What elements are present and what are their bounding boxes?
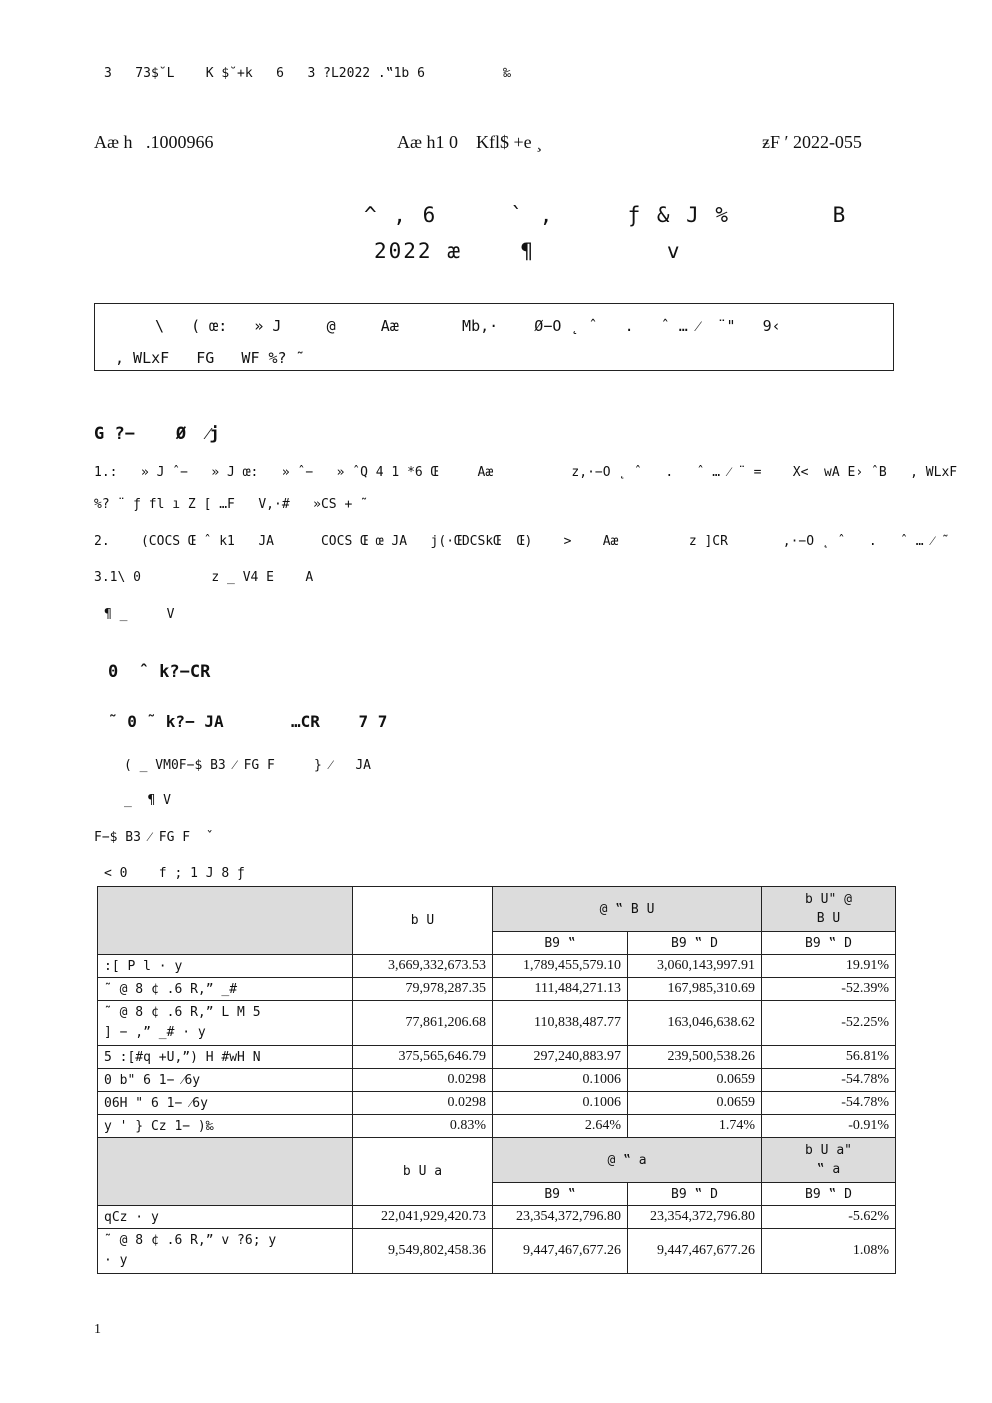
section-1-paragraph-3: 3.1\ 0 z _ V4 E A <box>94 570 314 585</box>
row-value-after: 0.0659 <box>628 1092 762 1115</box>
row-value-after: 239,500,538.26 <box>628 1046 762 1069</box>
table-header-prior-group-2: @ ‟ a <box>493 1138 762 1183</box>
row-value-after: 167,985,310.69 <box>628 978 762 1001</box>
document-title: ^ , 6 ` , ƒ & J % B <box>364 203 848 227</box>
table-row <box>98 1069 896 1092</box>
table-header-row-1 <box>98 887 896 932</box>
row-value-change: -5.62% <box>762 1206 896 1229</box>
row-value-current: 3,669,332,673.53 <box>353 955 493 978</box>
row-label-line-1: ˜ @ 8 ¢ .6 R,” L M 5 <box>104 1005 261 1020</box>
row-value-change: -52.39% <box>762 978 896 1001</box>
table-header-row-3 <box>98 1138 896 1183</box>
notice-box <box>94 303 894 371</box>
table-subheader-before: B9 ‟ <box>493 932 628 955</box>
table-subheader-after: B9 ‟ D <box>628 932 762 955</box>
table-header-change <box>762 887 896 932</box>
row-value-after: 3,060,143,997.91 <box>628 955 762 978</box>
table-subheader-change: B9 ‟ D <box>762 932 896 955</box>
row-value-after: 0.0659 <box>628 1069 762 1092</box>
row-label-line-1: ˜ @ 8 ¢ .6 R,” v ?6; y <box>104 1233 277 1248</box>
financial-data-table <box>97 886 896 1274</box>
row-value-current: 77,861,206.68 <box>353 1001 493 1046</box>
table-row <box>98 1092 896 1115</box>
table-row <box>98 955 896 978</box>
section-2-paragraph-1: ( _ VM0F−$ B3 ⁄ FG F } ⁄ JA <box>124 758 371 773</box>
table-header-current-2: b U a <box>353 1138 493 1206</box>
row-label: y ' } Cz 1− )‰ <box>98 1115 353 1138</box>
row-value-change: 1.08% <box>762 1229 896 1274</box>
row-label-line-2: · y <box>104 1253 128 1268</box>
row-value-before: 110,838,487.77 <box>493 1001 628 1046</box>
table-row <box>98 1001 896 1046</box>
row-value-current: 9,549,802,458.36 <box>353 1229 493 1274</box>
section-1-heading: G ?− Ø ⁄j <box>94 424 220 444</box>
row-value-after: 9,447,467,677.26 <box>628 1229 762 1274</box>
row-label <box>98 1229 353 1274</box>
row-label: 0 b" 6 1− ⁄6y <box>98 1069 353 1092</box>
row-value-current: 0.83% <box>353 1115 493 1138</box>
row-label <box>98 1001 353 1046</box>
table-row <box>98 1229 896 1274</box>
announcement-number: ƶF ′ 2022-055 <box>762 132 862 152</box>
document-subtitle: 2022 æ ¶ v <box>374 239 682 263</box>
section-2-paragraph-2: _ ¶ V <box>124 793 171 808</box>
row-label: :[ P l · y <box>98 955 353 978</box>
row-label: 5 :[#q +U,”) H #wH N <box>98 1046 353 1069</box>
row-value-before: 0.1006 <box>493 1069 628 1092</box>
row-value-before: 23,354,372,796.80 <box>493 1206 628 1229</box>
row-value-before: 2.64% <box>493 1115 628 1138</box>
section-2-heading: 0 ˆ k?−CR <box>108 662 211 682</box>
row-value-after: 163,046,638.62 <box>628 1001 762 1046</box>
document-header: 3 73$˘L K $˘+k 6 3 ?L2022 .‟1b 6 ‰ <box>104 66 511 81</box>
row-value-current: 375,565,646.79 <box>353 1046 493 1069</box>
table-row <box>98 1206 896 1229</box>
table-header-current: b U <box>353 887 493 955</box>
table-unit-note: < 0 f ; 1 J 8 ƒ <box>104 866 245 881</box>
table-header-change-line-1: b U" @ <box>805 892 852 907</box>
row-value-current: 79,978,287.35 <box>353 978 493 1001</box>
page-number: 1 <box>94 1322 101 1337</box>
table-row <box>98 1115 896 1138</box>
table-header-change-line-2: B U <box>816 911 841 926</box>
section-1-paragraph-2: 2. (COCS Œ ˆ k1 JA COCS Œ œ JA j(·ŒDCSkŒ Œ) > Aæ z ]CR ,·−O ˛ ˆ . ˆ … ⁄ ˜ <box>94 534 950 549</box>
row-value-current: 0.0298 <box>353 1069 493 1092</box>
row-label-line-2: ] − ,” _# · y <box>104 1025 206 1040</box>
row-value-before: 297,240,883.97 <box>493 1046 628 1069</box>
row-value-change: 56.81% <box>762 1046 896 1069</box>
stock-code: Aæ h .1000966 <box>94 132 214 152</box>
section-2-subheading: ˜ 0 ˜ k?− JA …CR 7 7 <box>108 712 388 731</box>
row-value-current: 0.0298 <box>353 1092 493 1115</box>
section-1-paragraph-4: ¶ _ V <box>104 607 175 622</box>
stock-name: Aæ h1 0 Kfl$ +e ¸ <box>397 132 543 152</box>
table-row <box>98 978 896 1001</box>
row-label: ˜ @ 8 ¢ .6 R,” _# <box>98 978 353 1001</box>
table-header-item <box>98 887 353 955</box>
table-header-item-2 <box>98 1138 353 1206</box>
row-value-after: 23,354,372,796.80 <box>628 1206 762 1229</box>
table-header-change-2 <box>762 1138 896 1183</box>
row-value-before: 9,447,467,677.26 <box>493 1229 628 1274</box>
table-row <box>98 1046 896 1069</box>
section-1-paragraph-1a: 1.: » J ˆ− » J œ: » ˆ− » ˆQ 4 1 *6 Œ Aæ z,·−O ˛ ˆ . ˆ … ⁄ ¨ = X< wA E› ˆB , WLxF <box>94 465 958 480</box>
row-value-change: 19.91% <box>762 955 896 978</box>
section-2-paragraph-3: F−$ B3 ⁄ FG F ˇ <box>94 830 214 845</box>
table-subheader-before-2: B9 ‟ <box>493 1183 628 1206</box>
row-value-current: 22,041,929,420.73 <box>353 1206 493 1229</box>
table-header-change-2-line-2: ‟ a <box>816 1162 841 1177</box>
row-label: qCz · y <box>98 1206 353 1229</box>
row-value-before: 0.1006 <box>493 1092 628 1115</box>
row-label: 06H " 6 1− ⁄6y <box>98 1092 353 1115</box>
row-value-change: -0.91% <box>762 1115 896 1138</box>
row-value-before: 1,789,455,579.10 <box>493 955 628 978</box>
row-value-change: -54.78% <box>762 1069 896 1092</box>
section-1-paragraph-1b: %? ¨ ƒ fl ı Z [ …F V,·# »CS + ˜ <box>94 497 368 512</box>
row-value-before: 111,484,271.13 <box>493 978 628 1001</box>
notice-line-2: , WLxF FG WF %? ˜ <box>115 349 305 367</box>
table-subheader-after-2: B9 ‟ D <box>628 1183 762 1206</box>
table-header-change-2-line-1: b U a" <box>805 1143 852 1158</box>
row-value-after: 1.74% <box>628 1115 762 1138</box>
table-header-prior-group: @ ‟ B U <box>493 887 762 932</box>
table-subheader-change-2: B9 ‟ D <box>762 1183 896 1206</box>
row-value-change: -54.78% <box>762 1092 896 1115</box>
notice-line-1: \ ( œ: » J @ Aæ Mb,· Ø−O ˛ ˆ . ˆ … ⁄ ¨" 9‹ <box>155 317 781 335</box>
row-value-change: -52.25% <box>762 1001 896 1046</box>
